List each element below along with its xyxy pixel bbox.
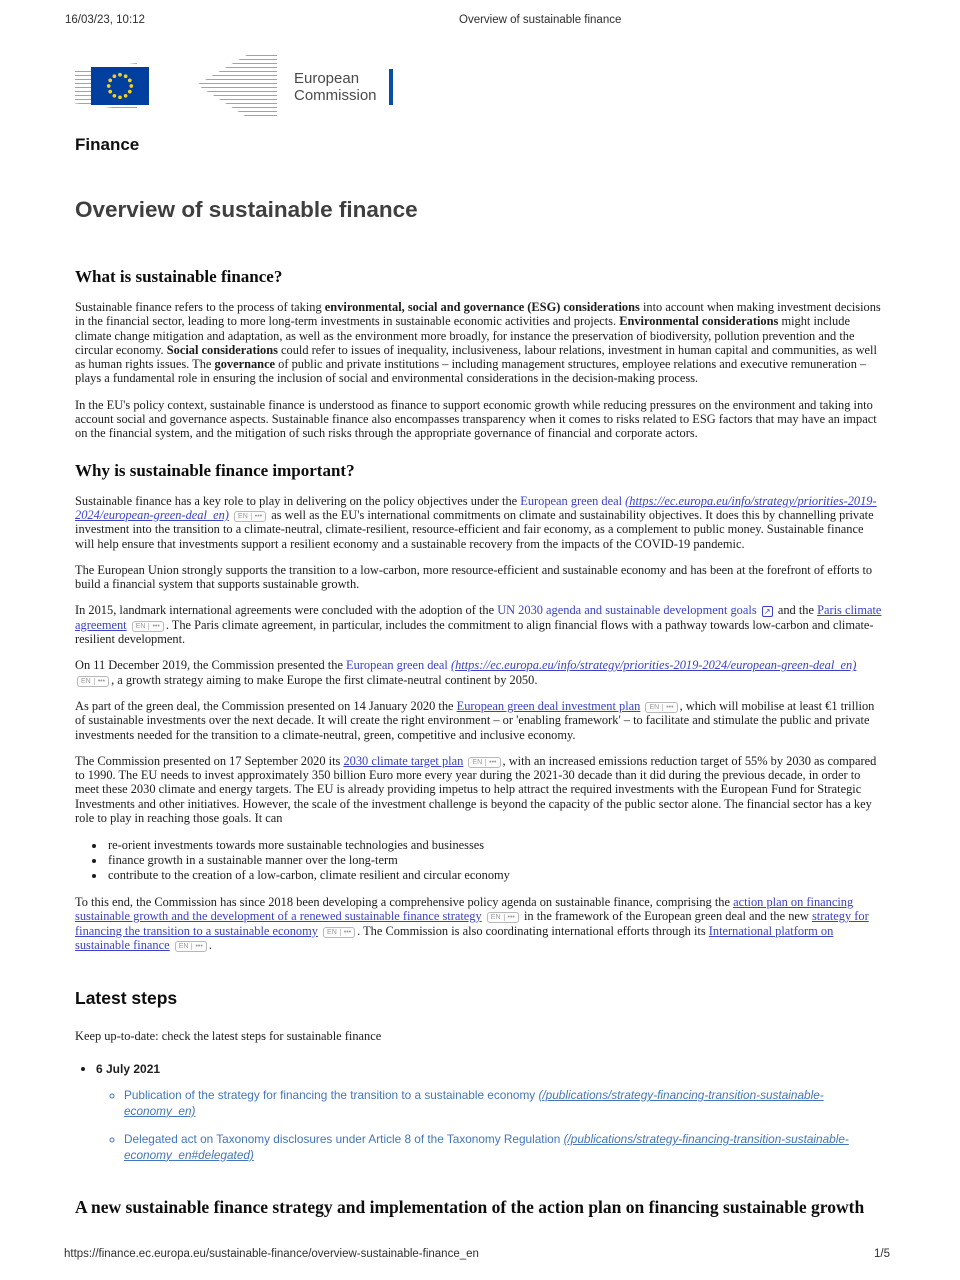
text-run: Social considerations	[166, 342, 278, 357]
text-run	[170, 938, 173, 952]
text-run: As part of the green deal, the Commission presented on 14 January 2020 the	[75, 698, 457, 713]
language-selector-badge[interactable]	[132, 621, 164, 632]
ec-logo-word-2: Commission	[294, 87, 377, 104]
latest-step-link[interactable]	[124, 1088, 884, 1119]
language-code: EN	[491, 914, 505, 921]
text-run: Environmental considerations	[619, 314, 779, 329]
text-run: into account when making investment decisions in the financial sector, leading to more long-term investments in sustainable economic activities and projects.	[75, 300, 881, 329]
inline-link[interactable]: strategy for financing the transition to a sustainable economy	[75, 909, 869, 938]
text-run: environmental, social and governance (ESG) considerations	[324, 300, 640, 314]
language-selector-badge[interactable]	[645, 702, 677, 713]
paragraph	[75, 398, 884, 441]
inline-link[interactable]: 2030 climate target plan	[343, 753, 464, 768]
text-run: The European Union strongly supports the transition to a low-carbon, more resource-efficient and sustainable economy and has been at the forefront of efforts to build a financial system that supports sustainable growth.	[75, 562, 873, 592]
text-run	[640, 699, 643, 713]
language-code: EN	[136, 623, 150, 630]
latest-steps-date-group	[96, 1060, 884, 1163]
inline-link[interactable]: (/publications/strategy-financing-transition-sustainable-economy_en#delegated)	[124, 1132, 849, 1162]
list-item: • re-orient investments towards more sustainable technologies and businesses	[106, 838, 884, 853]
text-run: governance	[214, 357, 276, 372]
language-selector-badge[interactable]	[234, 511, 266, 522]
heading-what-is-sustainable-finance: What is sustainable finance?	[75, 267, 283, 286]
financial-sector-roles-list	[75, 838, 884, 882]
more-languages-dots: •••	[507, 914, 515, 922]
text-run: In the EU's policy context, sustainable finance is understood as finance to support economic growth while reducing pressures on the environment and taking into account social and governance aspects. Sustainable finance also encompasses transparency when it comes to risks related to ESG factors that may have an impact on the financial system, and the mitigation of such risks through the appropriate governance of financial and corporate actors.	[75, 397, 877, 441]
text-run: .	[208, 937, 212, 952]
inline-link[interactable]: action plan on financing sustainable growth and the development of a renewed sustainable finance strategy	[75, 895, 854, 924]
language-selector-badge[interactable]	[468, 757, 500, 768]
language-code: EN	[472, 759, 486, 766]
paragraph	[75, 300, 884, 386]
inline-link[interactable]: Delegated act on Taxonomy disclosures under Article 8 of the Taxonomy Regulation	[124, 1132, 564, 1147]
more-languages-dots: •••	[97, 677, 106, 685]
heading-why-important: Why is sustainable finance important?	[75, 460, 355, 480]
language-selector-badge[interactable]	[175, 941, 207, 952]
language-code: EN	[179, 943, 193, 950]
more-languages-dots: •••	[666, 703, 674, 711]
inline-link[interactable]: International platform on sustainable finance	[75, 923, 834, 952]
list-item: • finance growth in a sustainable manner over the long-term	[106, 853, 884, 868]
text-run: of public and private institutions – including management structures, employee relations and executive remuneration – plays a fundamental role in ensuring the inclusion of social and environmental considerations in the decision-making process.	[75, 357, 867, 386]
text-run: . The Paris climate agreement, in particular, includes the commitment to align financial flows with a pathway towards low-carbon and climate-resilient development.	[75, 617, 874, 647]
language-code: EN	[238, 513, 252, 520]
page-number: 1/5	[874, 1248, 890, 1260]
text-run: Sustainable finance refers to the process of taking	[75, 300, 325, 314]
text-run	[757, 603, 760, 617]
site-section-title: Finance	[75, 135, 140, 154]
text-run: might include climate change mitigation and adaptation, as well as the environment more broadly, for instance the preservation of biodiversity, pollution prevention and the circular economy.	[75, 314, 855, 357]
inline-link[interactable]: Paris climate agreement	[75, 603, 882, 632]
heading-new-strategy: A new sustainable finance strategy and implementation of the action plan on financing sustainable growth	[75, 1197, 865, 1218]
page-title: Overview of sustainable finance	[75, 197, 418, 222]
inline-link[interactable]: European green deal investment plan	[456, 698, 641, 713]
text-run: Sustainable finance has a key role to play in delivering on the policy objectives under the	[75, 493, 521, 508]
ec-logo-accent-bar	[389, 69, 393, 105]
ec-logo-stripes-right	[197, 55, 277, 117]
list-item: • contribute to the creation of a low-carbon, climate resilient and circular economy	[106, 868, 884, 883]
heading-latest-steps: Latest steps	[75, 988, 178, 1009]
more-languages-dots: •••	[343, 928, 352, 936]
paragraph	[75, 603, 884, 646]
print-doc-title: Overview of sustainable finance	[459, 14, 622, 26]
paragraph	[75, 895, 884, 952]
text-run: and the	[774, 603, 818, 618]
more-languages-dots: •••	[152, 622, 160, 630]
inline-link[interactable]: (https://ec.europa.eu/info/strategy/priorities-2019-2024/european-green-deal_en)	[450, 658, 857, 673]
latest-steps-date: 6 July 2021	[96, 1062, 161, 1077]
text-run	[463, 754, 466, 768]
latest-steps-list	[75, 1060, 884, 1163]
more-languages-dots: •••	[254, 512, 263, 520]
text-run: The Commission presented on 17 September 2020 its	[75, 753, 344, 768]
inline-link[interactable]: UN 2030 agenda and sustainable development goals	[497, 603, 757, 618]
paragraph	[75, 563, 884, 592]
text-run	[229, 508, 232, 522]
language-code: EN	[327, 929, 341, 936]
paragraph	[75, 699, 884, 742]
latest-steps-sublist	[96, 1088, 884, 1163]
ec-logo-word-1: European	[294, 70, 360, 87]
text-run: could refer to issues of inequality, inclusiveness, labour relations, investment in human capital and communities, as well as human rights issues. The	[75, 342, 877, 372]
text-run	[127, 618, 130, 632]
ec-logo-graphic	[75, 55, 280, 117]
latest-steps-intro: Keep up-to-date: check the latest steps for sustainable finance	[75, 1029, 382, 1044]
text-run: , a growth strategy aiming to make Europe the first climate-neutral continent by 2050.	[111, 672, 538, 687]
text-run: In 2015, landmark international agreements were concluded with the adoption of the	[75, 603, 498, 618]
print-header	[0, 14, 960, 30]
ec-logo-wordmark	[294, 70, 377, 104]
text-run: To this end, the Commission has since 2018 been developing a comprehensive policy agenda on sustainable finance, comprising the	[75, 895, 734, 910]
inline-link[interactable]: European green deal	[520, 493, 626, 508]
language-selector-badge[interactable]	[323, 927, 355, 938]
text-run: , which will mobilise at least €1 trillion of sustainable investments over the next decade. It will create the right environment – or 'enabling framework' – to facilitate and stimulate the public and private investments needed for the transition to a climate-neutral, green, competitive and inclusive economy.	[75, 698, 875, 742]
text-run	[318, 924, 321, 938]
text-run: in the framework of the European green deal and the new	[520, 909, 812, 924]
more-languages-dots: •••	[489, 758, 497, 766]
text-run: , with an increased emissions reduction target of 55% by 2030 as compared to 1990. The EU needs to invest approximately 350 billion Euro more every year during the 2021-30 decade than it did during the previous decade, in order to meet these 2030 climate and energy targets. The EU is already providing impetus to help attract the required investments with the European Fund for Strategic Investments and other initiatives. However, the scale of the investment challenge is beyond the capacity of the public sector alone. The financial sector has a key role to play in reaching those goals. It can	[75, 753, 877, 826]
european-commission-logo[interactable]	[75, 55, 884, 117]
print-footer-url: https://finance.ec.europa.eu/sustainable-finance/overview-sustainable-finance_en	[64, 1248, 479, 1260]
paragraph	[75, 494, 884, 551]
eu-flag-icon	[91, 67, 149, 105]
paragraph	[75, 754, 884, 825]
more-languages-dots: •••	[195, 942, 203, 950]
language-code: EN	[81, 678, 95, 685]
text-run	[482, 909, 485, 923]
latest-step-link[interactable]	[124, 1132, 884, 1163]
inline-link[interactable]: Publication of the strategy for financing the transition to a sustainable economy	[124, 1088, 539, 1103]
language-selector-badge[interactable]	[487, 912, 519, 923]
inline-link[interactable]: (https://ec.europa.eu/info/strategy/priorities-2019-2024/european-green-deal_en)	[75, 493, 877, 522]
language-selector-badge[interactable]	[77, 676, 109, 687]
language-code: EN	[649, 704, 663, 711]
external-link-icon[interactable]: ↗	[762, 606, 773, 617]
inline-link[interactable]: (/publications/strategy-financing-transition-sustainable-economy_en)	[124, 1088, 824, 1118]
text-run: On 11 December 2019, the Commission presented the	[75, 658, 347, 673]
text-run: . The Commission is also coordinating international efforts through its	[357, 923, 709, 938]
inline-link[interactable]: European green deal	[346, 658, 451, 673]
paragraph	[75, 658, 884, 687]
print-datetime: 16/03/23, 10:12	[65, 14, 145, 26]
text-run: as well as the EU's international commitments on climate and sustainability objectives. It does this by channelling private investment into the transition to a climate-neutral, climate-resilient, resource-efficient and fair economy, as a complement to public money. Sustainable finance will help ensure that investments support a resilient economy and a sustainable recovery from the impacts of the COVID-19 pandemic.	[75, 507, 874, 551]
